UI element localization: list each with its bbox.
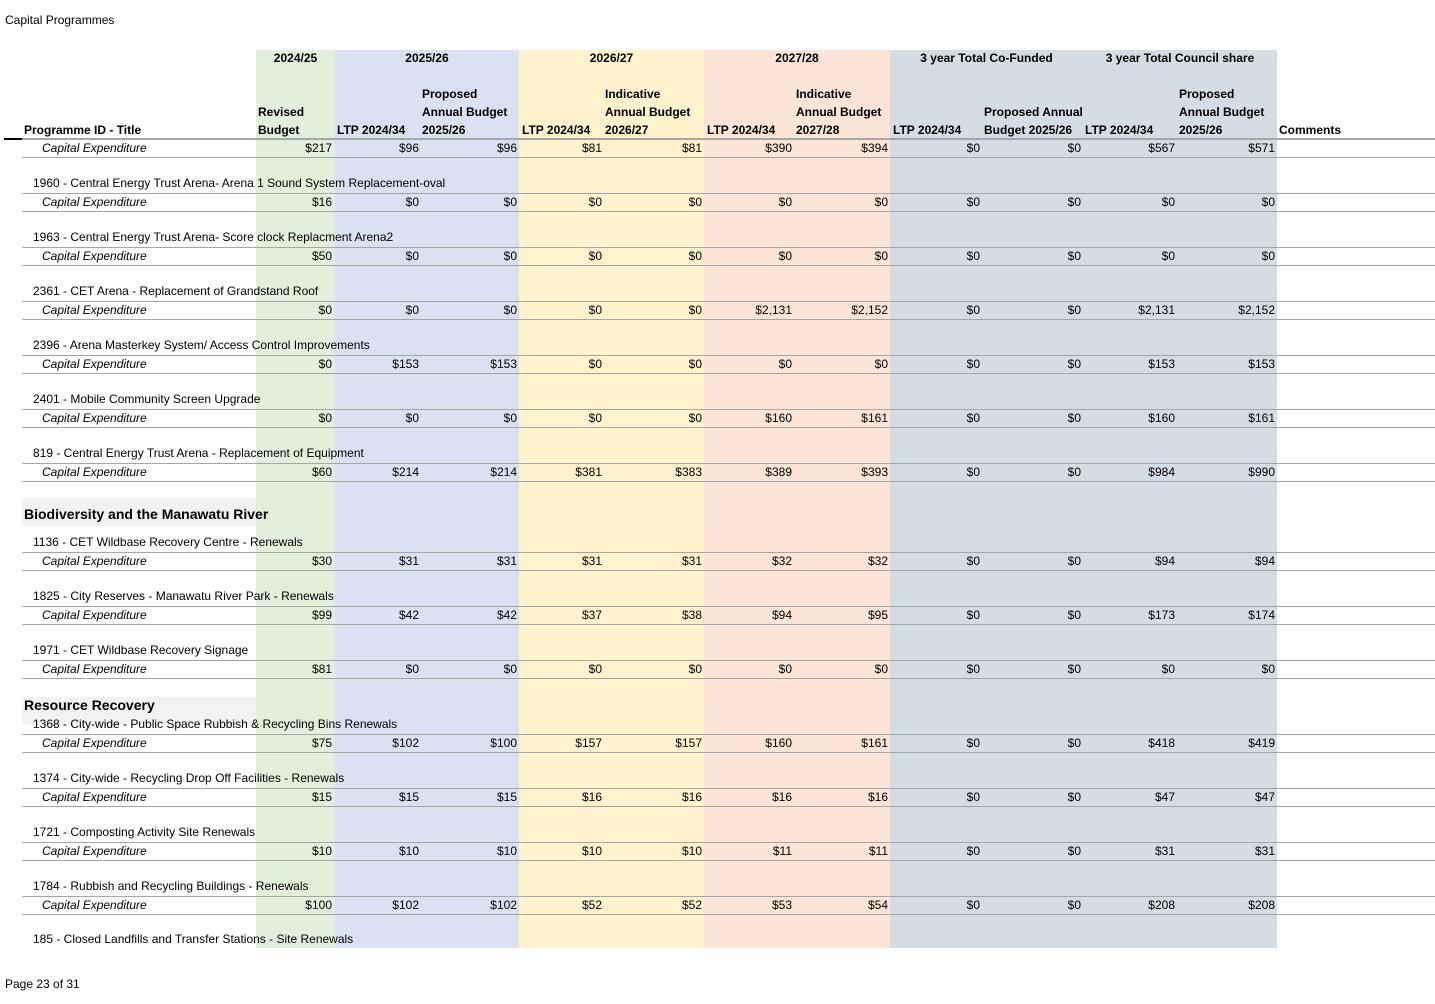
capex-label: Capital Expenditure bbox=[42, 357, 147, 371]
value-cell: $390 bbox=[765, 141, 792, 155]
value-cell: $0 bbox=[688, 662, 702, 676]
capex-row bbox=[22, 734, 1435, 753]
value-cell: $31 bbox=[1254, 844, 1275, 858]
capex-row bbox=[22, 896, 1435, 915]
value-cell: $0 bbox=[1067, 554, 1081, 568]
value-cell: $15 bbox=[311, 790, 332, 804]
programme-title: 1971 - CET Wildbase Recovery Signage bbox=[33, 643, 249, 657]
value-cell: $50 bbox=[311, 249, 332, 263]
value-cell: $0 bbox=[318, 303, 332, 317]
value-cell: $0 bbox=[1067, 249, 1081, 263]
value-cell: $75 bbox=[311, 736, 332, 750]
value-cell: $394 bbox=[861, 141, 888, 155]
value-cell: $0 bbox=[966, 249, 980, 263]
value-cell: $0 bbox=[966, 736, 980, 750]
value-cell: $0 bbox=[874, 357, 888, 371]
column-header: LTP 2024/34 bbox=[522, 123, 591, 137]
value-cell: $10 bbox=[311, 844, 332, 858]
value-cell: $0 bbox=[1261, 195, 1275, 209]
value-cell: $0 bbox=[1067, 608, 1081, 622]
value-cell: $0 bbox=[966, 411, 980, 425]
value-cell: $32 bbox=[771, 554, 792, 568]
value-cell: $0 bbox=[1067, 195, 1081, 209]
programme-row bbox=[22, 229, 1435, 247]
value-cell: $0 bbox=[1261, 662, 1275, 676]
value-cell: $0 bbox=[688, 357, 702, 371]
value-cell: $0 bbox=[588, 357, 602, 371]
value-cell: $99 bbox=[311, 608, 332, 622]
year-header-2026-27: 2026/27 bbox=[589, 51, 634, 65]
capex-row bbox=[22, 660, 1435, 679]
value-cell: $160 bbox=[765, 411, 792, 425]
value-cell: $0 bbox=[966, 790, 980, 804]
programme-title: 819 - Central Energy Trust Arena - Replacement of Equipment bbox=[33, 446, 364, 460]
year-header-2025-26: 2025/26 bbox=[405, 51, 449, 65]
value-cell: $0 bbox=[1067, 411, 1081, 425]
capex-row bbox=[22, 247, 1435, 266]
value-cell: $60 bbox=[311, 465, 332, 479]
value-cell: $0 bbox=[966, 141, 980, 155]
value-cell: $214 bbox=[490, 465, 517, 479]
value-cell: $160 bbox=[765, 736, 792, 750]
programme-title: 1784 - Rubbish and Recycling Buildings - Renewals bbox=[33, 879, 309, 893]
value-cell: $0 bbox=[778, 357, 792, 371]
value-cell: $2,131 bbox=[1138, 303, 1175, 317]
value-cell: $38 bbox=[681, 608, 702, 622]
capex-label: Capital Expenditure bbox=[42, 898, 147, 912]
programme-row bbox=[22, 445, 1435, 463]
value-cell: $100 bbox=[490, 736, 517, 750]
capex-label: Capital Expenditure bbox=[42, 141, 147, 155]
programme-row bbox=[22, 642, 1435, 660]
value-cell: $157 bbox=[675, 736, 702, 750]
value-cell: $53 bbox=[771, 898, 792, 912]
capex-row bbox=[22, 463, 1435, 482]
capex-label: Capital Expenditure bbox=[42, 662, 147, 676]
value-cell: $418 bbox=[1148, 736, 1175, 750]
year-header-council-share: 3 year Total Council share bbox=[1105, 51, 1255, 65]
value-cell: $0 bbox=[966, 554, 980, 568]
column-header: Proposed Annual Budget 2025/26 bbox=[1179, 87, 1265, 137]
column-header: LTP 2024/34 bbox=[893, 123, 962, 137]
capex-row bbox=[22, 788, 1435, 807]
value-cell: $54 bbox=[867, 898, 888, 912]
value-cell: $208 bbox=[1148, 898, 1175, 912]
value-cell: $47 bbox=[1154, 790, 1175, 804]
value-cell: $102 bbox=[392, 736, 419, 750]
column-header: Comments bbox=[1279, 123, 1342, 137]
value-cell: $10 bbox=[681, 844, 702, 858]
programme-row bbox=[22, 534, 1435, 552]
value-cell: $15 bbox=[496, 790, 517, 804]
column-header: LTP 2024/34 bbox=[1085, 123, 1154, 137]
value-cell: $0 bbox=[503, 249, 517, 263]
programme-title: 2361 - CET Arena - Replacement of Grandstand Roof bbox=[33, 284, 319, 298]
value-cell: $217 bbox=[305, 141, 332, 155]
value-cell: $15 bbox=[398, 790, 419, 804]
value-cell: $42 bbox=[398, 608, 419, 622]
capex-row bbox=[22, 552, 1435, 571]
value-cell: $0 bbox=[966, 357, 980, 371]
value-cell: $11 bbox=[868, 844, 888, 858]
value-cell: $174 bbox=[1248, 608, 1275, 622]
value-cell: $389 bbox=[765, 465, 792, 479]
value-cell: $31 bbox=[496, 554, 517, 568]
column-header: Programme ID - Title bbox=[24, 123, 142, 137]
value-cell: $0 bbox=[405, 249, 419, 263]
value-cell: $16 bbox=[581, 790, 602, 804]
value-cell: $0 bbox=[966, 303, 980, 317]
value-cell: $0 bbox=[1067, 736, 1081, 750]
year-header-2024-25: 2024/25 bbox=[273, 51, 318, 65]
capex-label: Capital Expenditure bbox=[42, 554, 147, 568]
value-cell: $11 bbox=[772, 844, 792, 858]
value-cell: $47 bbox=[1254, 790, 1275, 804]
value-cell: $94 bbox=[1254, 554, 1275, 568]
page-number: Page 23 of 31 bbox=[5, 977, 80, 991]
value-cell: $96 bbox=[398, 141, 419, 155]
column-header: Indicative Annual Budget 2027/28 bbox=[796, 87, 882, 137]
value-cell: $81 bbox=[311, 662, 332, 676]
value-cell: $10 bbox=[398, 844, 419, 858]
value-cell: $0 bbox=[688, 195, 702, 209]
value-cell: $102 bbox=[490, 898, 517, 912]
value-cell: $157 bbox=[575, 736, 602, 750]
value-cell: $31 bbox=[1154, 844, 1175, 858]
capex-label: Capital Expenditure bbox=[42, 411, 147, 425]
value-cell: $0 bbox=[588, 195, 602, 209]
programme-title: 1825 - City Reserves - Manawatu River Park - Renewals bbox=[33, 589, 334, 603]
value-cell: $984 bbox=[1148, 465, 1175, 479]
programme-title: 1374 - City-wide - Recycling Drop Off Facilities - Renewals bbox=[33, 771, 345, 785]
value-cell: $0 bbox=[405, 662, 419, 676]
value-cell: $10 bbox=[581, 844, 602, 858]
programme-row bbox=[22, 391, 1435, 409]
section-title: Biodiversity and the Manawatu River bbox=[24, 506, 269, 522]
value-cell: $0 bbox=[1067, 790, 1081, 804]
value-cell: $0 bbox=[503, 411, 517, 425]
value-cell: $0 bbox=[966, 844, 980, 858]
value-cell: $94 bbox=[1154, 554, 1175, 568]
value-cell: $208 bbox=[1248, 898, 1275, 912]
value-cell: $2,152 bbox=[851, 303, 888, 317]
value-cell: $0 bbox=[318, 357, 332, 371]
value-cell: $16 bbox=[771, 790, 792, 804]
programme-title: 1368 - City-wide - Public Space Rubbish & Recycling Bins Renewals bbox=[33, 717, 398, 731]
value-cell: $153 bbox=[490, 357, 517, 371]
value-cell: $173 bbox=[1148, 608, 1175, 622]
value-cell: $0 bbox=[1161, 662, 1175, 676]
value-cell: $990 bbox=[1248, 465, 1275, 479]
value-cell: $0 bbox=[588, 411, 602, 425]
value-cell: $16 bbox=[867, 790, 888, 804]
value-cell: $0 bbox=[588, 249, 602, 263]
value-cell: $0 bbox=[405, 411, 419, 425]
capex-row bbox=[22, 139, 1435, 158]
capex-row bbox=[22, 409, 1435, 428]
value-cell: $0 bbox=[405, 195, 419, 209]
value-cell: $95 bbox=[867, 608, 888, 622]
value-cell: $0 bbox=[1067, 357, 1081, 371]
capex-row bbox=[22, 842, 1435, 861]
value-cell: $153 bbox=[1248, 357, 1275, 371]
programme-row bbox=[22, 588, 1435, 606]
value-cell: $161 bbox=[1248, 411, 1275, 425]
value-cell: $0 bbox=[1067, 141, 1081, 155]
programme-row bbox=[22, 283, 1435, 301]
value-cell: $571 bbox=[1248, 141, 1275, 155]
programme-row bbox=[22, 770, 1435, 788]
programme-title: 2401 - Mobile Community Screen Upgrade bbox=[33, 392, 261, 406]
value-cell: $16 bbox=[681, 790, 702, 804]
value-cell: $0 bbox=[1067, 465, 1081, 479]
value-cell: $161 bbox=[861, 411, 888, 425]
value-cell: $94 bbox=[771, 608, 792, 622]
value-cell: $393 bbox=[861, 465, 888, 479]
value-cell: $31 bbox=[398, 554, 419, 568]
value-cell: $30 bbox=[311, 554, 332, 568]
value-cell: $0 bbox=[778, 249, 792, 263]
year-header-co-funded: 3 year Total Co-Funded bbox=[920, 51, 1053, 65]
programme-title: 2396 - Arena Masterkey System/ Access Control Improvements bbox=[33, 338, 370, 352]
value-cell: $0 bbox=[966, 195, 980, 209]
capex-label: Capital Expenditure bbox=[42, 736, 147, 750]
capex-label: Capital Expenditure bbox=[42, 249, 147, 263]
value-cell: $214 bbox=[392, 465, 419, 479]
value-cell: $102 bbox=[392, 898, 419, 912]
value-cell: $0 bbox=[874, 662, 888, 676]
value-cell: $31 bbox=[681, 554, 702, 568]
value-cell: $0 bbox=[503, 303, 517, 317]
column-header: Proposed Annual Budget 2025/26 bbox=[984, 105, 1083, 137]
value-cell: $153 bbox=[392, 357, 419, 371]
value-cell: $0 bbox=[688, 303, 702, 317]
capex-row bbox=[22, 301, 1435, 320]
value-cell: $0 bbox=[1161, 249, 1175, 263]
capex-row bbox=[22, 355, 1435, 374]
value-cell: $0 bbox=[1067, 662, 1081, 676]
programme-row bbox=[22, 824, 1435, 842]
year-header-2027-28: 2027/28 bbox=[775, 51, 819, 65]
programme-row bbox=[22, 931, 1435, 949]
capex-label: Capital Expenditure bbox=[42, 608, 147, 622]
capex-label: Capital Expenditure bbox=[42, 790, 147, 804]
capex-label: Capital Expenditure bbox=[42, 465, 147, 479]
capex-row bbox=[22, 606, 1435, 625]
value-cell: $0 bbox=[1261, 249, 1275, 263]
value-cell: $567 bbox=[1148, 141, 1175, 155]
programme-row bbox=[22, 878, 1435, 896]
value-cell: $0 bbox=[966, 608, 980, 622]
value-cell: $161 bbox=[861, 736, 888, 750]
value-cell: $81 bbox=[581, 141, 602, 155]
value-cell: $2,131 bbox=[755, 303, 792, 317]
value-cell: $381 bbox=[575, 465, 602, 479]
capex-label: Capital Expenditure bbox=[42, 195, 147, 209]
value-cell: $0 bbox=[1067, 844, 1081, 858]
value-cell: $0 bbox=[1067, 303, 1081, 317]
programme-title: 1960 - Central Energy Trust Arena- Arena 1 Sound System Replacement-oval bbox=[33, 176, 446, 190]
document-title: Capital Programmes bbox=[5, 13, 115, 27]
value-cell: $0 bbox=[966, 465, 980, 479]
value-cell: $81 bbox=[681, 141, 702, 155]
programme-row bbox=[22, 337, 1435, 355]
value-cell: $0 bbox=[688, 411, 702, 425]
value-cell: $10 bbox=[496, 844, 517, 858]
programme-title: 1721 - Composting Activity Site Renewals bbox=[33, 825, 256, 839]
value-cell: $37 bbox=[581, 608, 602, 622]
value-cell: $2,152 bbox=[1238, 303, 1275, 317]
capex-row bbox=[22, 193, 1435, 212]
value-cell: $0 bbox=[405, 303, 419, 317]
programme-row bbox=[22, 716, 1435, 734]
column-header: LTP 2024/34 bbox=[707, 123, 776, 137]
capex-label: Capital Expenditure bbox=[42, 303, 147, 317]
value-cell: $32 bbox=[867, 554, 888, 568]
value-cell: $0 bbox=[503, 662, 517, 676]
value-cell: $160 bbox=[1148, 411, 1175, 425]
programme-title: 1963 - Central Energy Trust Arena- Score clock Replacment Arena2 bbox=[33, 230, 394, 244]
column-header: Indicative Annual Budget 2026/27 bbox=[605, 87, 691, 137]
value-cell: $0 bbox=[588, 662, 602, 676]
column-header: LTP 2024/34 bbox=[337, 123, 406, 137]
value-cell: $16 bbox=[311, 195, 332, 209]
value-cell: $0 bbox=[688, 249, 702, 263]
value-cell: $0 bbox=[1067, 898, 1081, 912]
value-cell: $31 bbox=[581, 554, 602, 568]
value-cell: $153 bbox=[1148, 357, 1175, 371]
programme-title: 1136 - CET Wildbase Recovery Centre - Renewals bbox=[33, 535, 303, 549]
value-cell: $0 bbox=[1161, 195, 1175, 209]
value-cell: $96 bbox=[496, 141, 517, 155]
programme-row bbox=[22, 175, 1435, 193]
value-cell: $0 bbox=[318, 411, 332, 425]
value-cell: $0 bbox=[966, 898, 980, 912]
value-cell: $0 bbox=[778, 662, 792, 676]
value-cell: $0 bbox=[778, 195, 792, 209]
value-cell: $42 bbox=[496, 608, 517, 622]
value-cell: $52 bbox=[681, 898, 702, 912]
column-header: Proposed Annual Budget 2025/26 bbox=[422, 87, 508, 137]
value-cell: $419 bbox=[1248, 736, 1275, 750]
programme-title: 185 - Closed Landfills and Transfer Stations - Site Renewals bbox=[33, 932, 354, 946]
column-header: Revised Budget bbox=[258, 105, 305, 137]
header-marker bbox=[4, 138, 22, 140]
section-title: Resource Recovery bbox=[24, 697, 155, 713]
value-cell: $0 bbox=[874, 195, 888, 209]
value-cell: $0 bbox=[874, 249, 888, 263]
value-cell: $0 bbox=[503, 195, 517, 209]
value-cell: $0 bbox=[588, 303, 602, 317]
value-cell: $383 bbox=[675, 465, 702, 479]
value-cell: $52 bbox=[581, 898, 602, 912]
value-cell: $100 bbox=[305, 898, 332, 912]
capex-label: Capital Expenditure bbox=[42, 844, 147, 858]
value-cell: $0 bbox=[966, 662, 980, 676]
